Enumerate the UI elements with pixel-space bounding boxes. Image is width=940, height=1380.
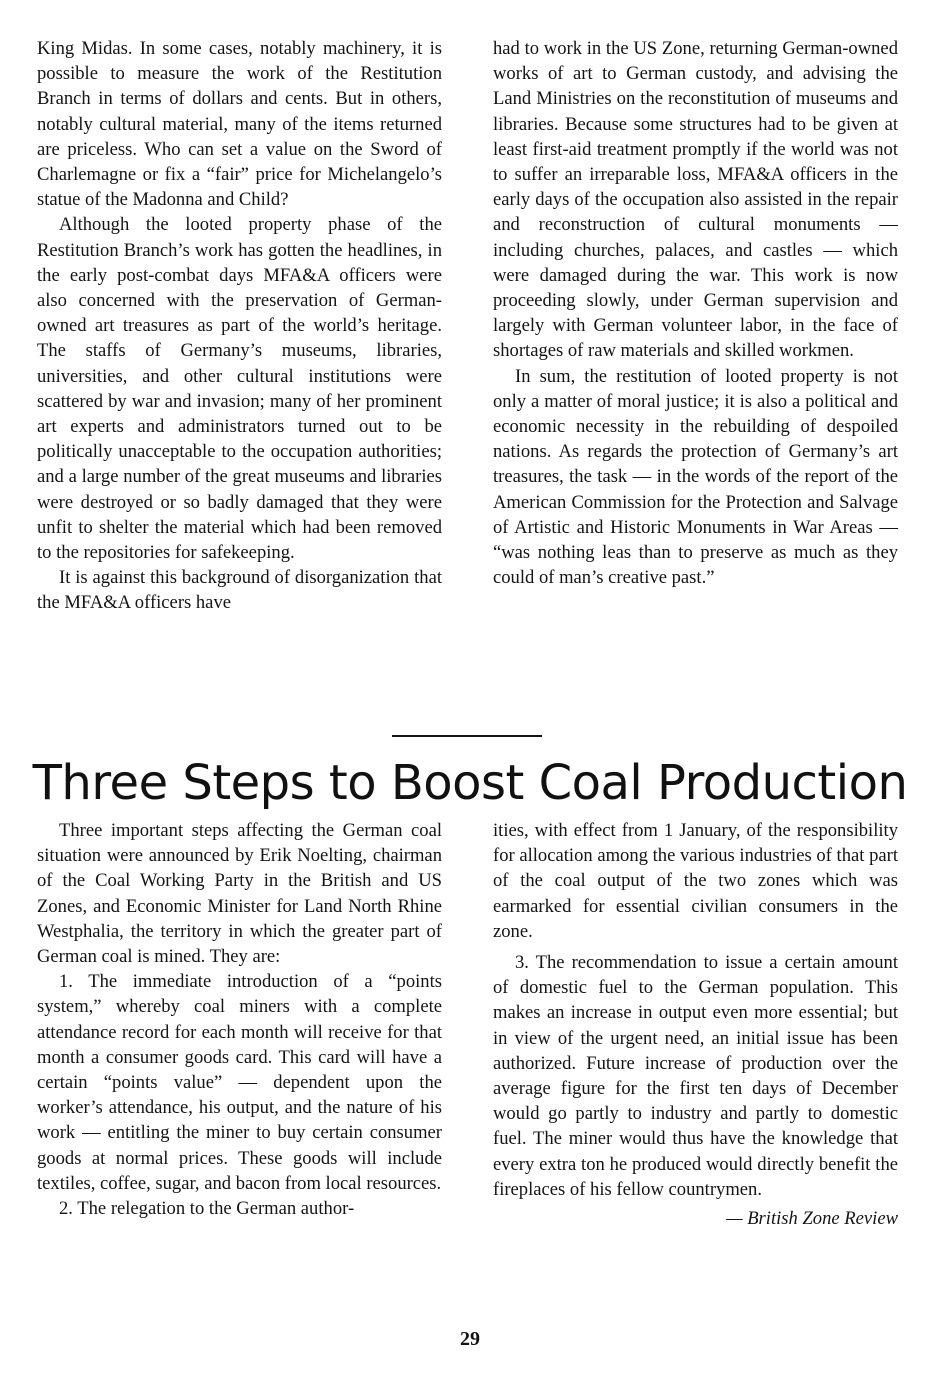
paragraph: Three important steps affecting the German coal situation were announced by Erik Noelting, chairman of the Coal Working Party in the British and US Zones, and Economic Minister for Land North Rhine Westphalia, the territory in which the greater part of German coal is mined. They are: [37,820,442,968]
coal-article-left-column [37,818,442,1221]
section-divider [392,735,542,737]
source-credit: — British Zone Review [726,1208,898,1230]
paragraph: Although the looted property phase of the Restitution Branch’s work has gotten the headlines, in the early post-combat days MFA&A officers were also concerned with the preservation of German-owned art treasures as part of the world’s heritage. The staffs of Germany’s museums, libraries, universities, and other cultural institutions were scattered by war and invasion; many of her prominent art experts and administrators turned out to be politically unacceptable to the occupation authorities; and a large number of the great museums and libraries were destroyed or so badly damaged that they were unfit to shelter the material which had been removed to the repositories for safekeeping. [37,214,442,564]
article-headline: Three Steps to Boost Coal Production [32,755,908,811]
paragraph: 1. The immediate introduction of a “points system,” whereby coal miners with a complete attendance record for each month will receive for that month a consumer goods card. This card will have a certain “points value” — dependent upon the worker’s attendance, his output, and the nature of his work — entitling the miner to buy certain consumer goods at normal prices. These goods will include textiles, coffee, sugar, and bacon from local resources. [37,971,442,1194]
paragraph: 2. The relegation to the German author- [59,1198,355,1220]
continued-article-left-column [37,36,442,616]
paragraph: In sum, the restitution of looted property is not only a matter of moral justice; it is also a political and economic necessity in the rebuilding of despoiled nations. As regards the protection of Germany’s art treasures, the task — in the words of the report of the American Commission for the Protection and Salvage of Artistic and Historic Monuments in War Areas — “was nothing leas than to preserve as much as they could of man’s creative past.” [493,365,898,589]
coal-article-right-column [493,818,898,1231]
paragraph: King Midas. In some cases, notably machinery, it is possible to measure the work of the Restitution Branch in terms of dollars and cents. But in others, notably cultural material, many of the items returned are priceless. Who can set a value on the Sword of Charlemagne or fix a “fair” price for Michelangelo’s statue of the Madonna and Child? [37,38,442,211]
page-number: 29 [460,1328,480,1350]
paragraph: ities, with effect from 1 January, of the responsibility for allocation among the various industries of that part of the coal output of the two zones which was earmarked for essential civilian consumers in the zone. [493,820,898,942]
paragraph: 3. The recommendation to issue a certain amount of domestic fuel to the German population. This makes an increase in output even more essential; but in view of the urgent need, an initial issue has been authorized. Future increase of production over the average figure for the first ten days of December would go partly to industry and partly to domestic fuel. The miner would thus have the knowledge that every extra ton he produced would directly benefit the fireplaces of his fellow countrymen. [493,952,898,1200]
paragraph: It is against this background of disorganization that the MFA&A officers have [37,567,442,614]
paragraph: had to work in the US Zone, returning German-owned works of art to German custody, and advising the Land Ministries on the reconstitution of museums and libraries. Because some structures had to be given at least first-aid treatment promptly if the world was not to suffer an irreparable loss, MFA&A officers in the early days of the occupation also assisted in the repair and reconstruction of cultural monuments — including churches, palaces, and castles — which were damaged during the war. This work is now proceeding slowly, under German supervision and largely with German volunteer labor, in the face of shortages of raw materials and skilled workmen. [493,38,898,362]
continued-article-right-column [493,36,898,590]
